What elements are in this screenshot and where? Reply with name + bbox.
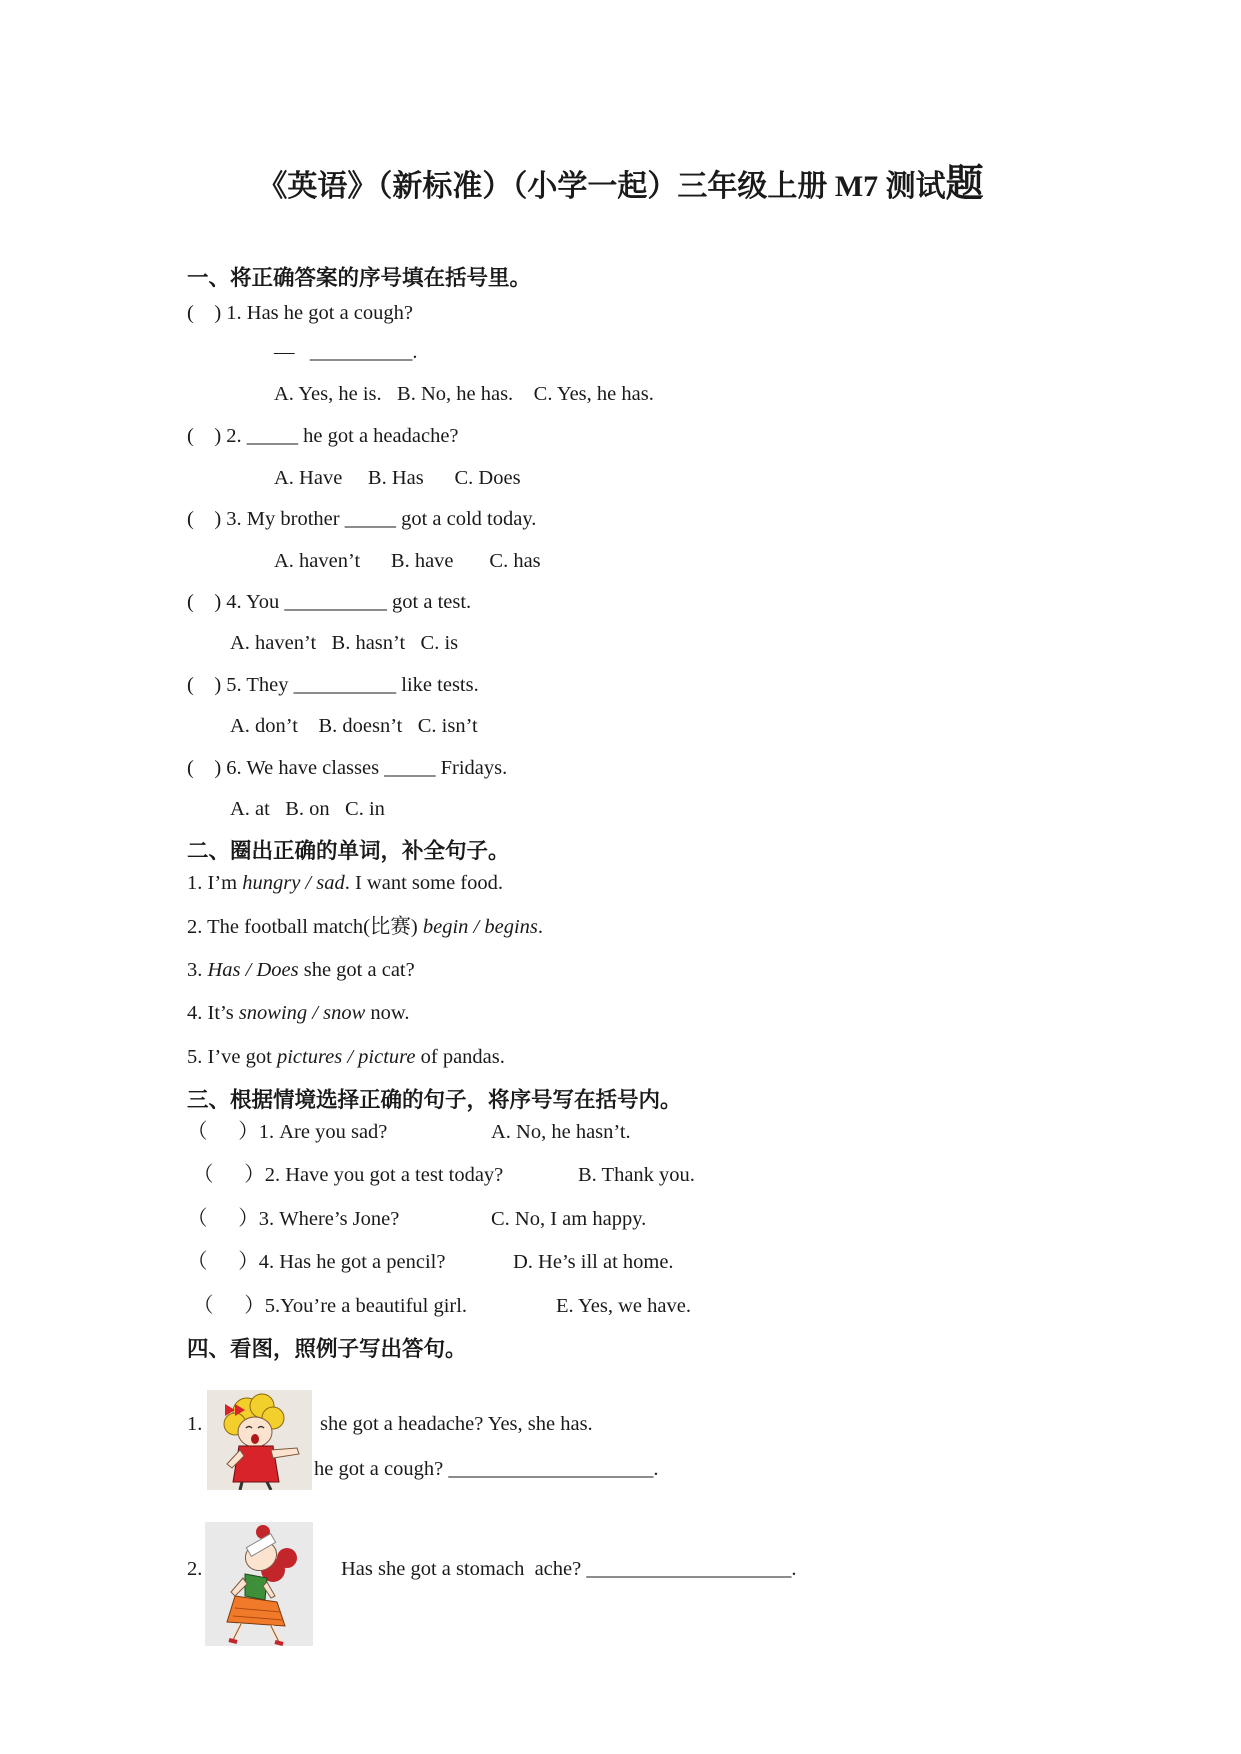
part2-s2-start: 2. The football match(比赛) bbox=[187, 916, 423, 938]
part1-q3: ( ) 3. My brother _____ got a cold today. bbox=[187, 508, 537, 530]
part1-q2: ( ) 2. _____ he got a headache? bbox=[187, 425, 459, 447]
part2-s2-choice: begin / begins bbox=[422, 916, 538, 938]
part1-q1: ( ) 1. Has he got a cough? bbox=[187, 302, 414, 324]
part1-heading: 一、将正确答案的序号填在括号里。 bbox=[187, 266, 532, 291]
part2-s1-choice: hungry / sad bbox=[242, 872, 345, 894]
page-title bbox=[0, 152, 1241, 207]
part1-q5: ( ) 5. They __________ like tests. bbox=[187, 674, 479, 696]
part3-heading: 三、根据情境选择正确的句子，将序号写在括号内。 bbox=[187, 1088, 682, 1113]
part3-q5: （ ）5.You’re a beautiful girl. bbox=[193, 1295, 468, 1317]
part2-s3 bbox=[187, 958, 415, 983]
part3-a3: C. No, I am happy. bbox=[491, 1208, 647, 1230]
part1-q5-options: A. don’t B. doesn’t C. isn’t bbox=[230, 715, 478, 737]
part3-a1: A. No, he hasn’t. bbox=[491, 1121, 631, 1143]
part3-q2: （ ）2. Have you got a test today? bbox=[193, 1164, 504, 1186]
part4-item1-number: 1. bbox=[187, 1413, 203, 1435]
part2-s3-start: 3. bbox=[187, 959, 208, 981]
part2-s5 bbox=[187, 1045, 505, 1070]
part4-item1-question: he got a cough? ____________________. bbox=[314, 1458, 659, 1480]
part1-q6-options: A. at B. on C. in bbox=[230, 798, 385, 820]
part2-s3-end: she got a cat? bbox=[298, 959, 415, 981]
part1-q2-options: A. Have B. Has C. Does bbox=[274, 467, 521, 489]
part2-s2 bbox=[187, 915, 543, 940]
part2-s5-start: 5. I’ve got bbox=[187, 1046, 277, 1068]
part4-example-question: she got a headache? Yes, she has. bbox=[320, 1413, 593, 1435]
part2-s4-choice: snowing / snow bbox=[238, 1002, 366, 1024]
part2-s1 bbox=[187, 871, 503, 896]
part2-heading: 二、圈出正确的单词，补全句子。 bbox=[187, 839, 510, 864]
girl-stomachache-picture bbox=[205, 1522, 313, 1646]
part3-q3: （ ）3. Where’s Jone? bbox=[187, 1208, 400, 1230]
title-main: 《英语》（新标准）（小学一起）三年级上册 M7 测试 bbox=[257, 170, 946, 203]
part2-s1-start: 1. I’m bbox=[187, 872, 243, 894]
part3-q1: （ ）1. Are you sad? bbox=[187, 1121, 388, 1143]
part4-item2-number: 2. bbox=[187, 1558, 203, 1580]
part1-q3-options: A. haven’t B. have C. has bbox=[274, 550, 541, 572]
part3-a5: E. Yes, we have. bbox=[556, 1295, 691, 1317]
part3-a4: D. He’s ill at home. bbox=[513, 1251, 674, 1273]
title-last-char: 题 bbox=[945, 163, 984, 205]
part2-s5-choice: pictures / picture bbox=[276, 1046, 416, 1068]
part4-item2-question: Has she got a stomach ache? ____________________. bbox=[341, 1558, 797, 1580]
girl-headache-drawing bbox=[207, 1390, 312, 1490]
part2-s3-choice: Has / Does bbox=[207, 959, 299, 981]
part2-s4 bbox=[187, 1001, 410, 1026]
part4-heading: 四、看图，照例子写出答句。 bbox=[187, 1337, 467, 1362]
part2-s4-start: 4. It’s bbox=[187, 1002, 239, 1024]
part1-q4-options: A. haven’t B. hasn’t C. is bbox=[230, 632, 459, 654]
part1-q1-options: A. Yes, he is. B. No, he has. C. Yes, he has. bbox=[274, 383, 654, 405]
part2-s5-end: of pandas. bbox=[415, 1046, 505, 1068]
part1-q1-answer-line: — __________. bbox=[274, 341, 418, 363]
part2-s4-end: now. bbox=[365, 1002, 410, 1024]
part3-q4: （ ）4. Has he got a pencil? bbox=[187, 1251, 446, 1273]
part2-s1-end: . I want some food. bbox=[344, 872, 504, 894]
girl-stomachache-drawing bbox=[205, 1522, 313, 1646]
part1-q4: ( ) 4. You __________ got a test. bbox=[187, 591, 472, 613]
part1-q6: ( ) 6. We have classes _____ Fridays. bbox=[187, 757, 508, 779]
girl-headache-picture bbox=[207, 1390, 312, 1490]
part2-s2-end: . bbox=[537, 916, 544, 938]
part3-a2: B. Thank you. bbox=[578, 1164, 695, 1186]
